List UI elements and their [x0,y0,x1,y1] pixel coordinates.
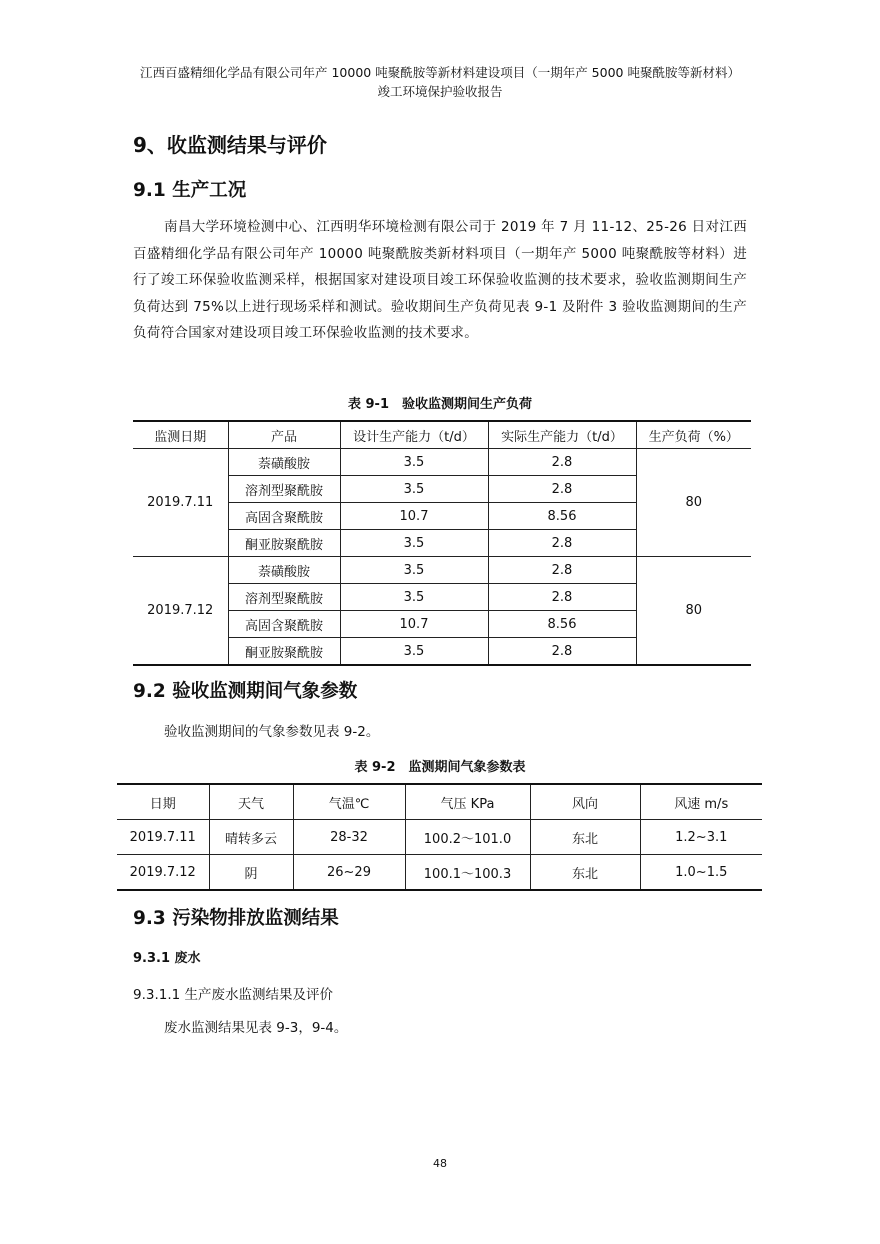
table-header-row [133,421,751,449]
date-cell: 2019.7.12 [133,557,228,666]
section-9-3-paragraph: 废水监测结果见表 9-3，9-4。 [164,1020,348,1036]
table-header-cell: 日期 [117,784,209,820]
table-cell: 东北 [530,855,640,891]
table-cell: 100.1～100.3 [405,855,530,891]
design-cell: 10.7 [340,611,488,638]
product-cell: 溶剂型聚酰胺 [228,584,340,611]
table-9-1 [133,420,751,666]
actual-cell: 2.8 [488,557,636,584]
section-9-1-paragraph: 南昌大学环境检测中心、江西明华环境检测有限公司于 2019 年 7 月 11-12、25-26 日对江西百盛精细化学品有限公司年产 10000 吨聚酰胺类新材料项目（一期年产 5000 吨聚酰胺等材料）进行了竣工环保验收监测采样，根据国家对建设项目竣工环保验收监测的技术要求，验收监测期间生产负荷达到 75%以上进行现场采样和测试。验收期间生产负荷见表 9-1 及附件 3 验收监测期间的生产负荷符合国家对建设项目竣工环保验收监测的技术要求。 [133,219,747,341]
table-header-cell: 天气 [209,784,293,820]
table-cell: 阴 [209,855,293,891]
table-header-cell: 风向 [530,784,640,820]
table-row [133,557,751,584]
date-cell: 2019.7.11 [133,449,228,557]
load-cell: 80 [636,557,751,666]
load-cell: 80 [636,449,751,557]
product-cell: 酮亚胺聚酰胺 [228,530,340,557]
table-row [117,820,762,855]
design-cell: 3.5 [340,584,488,611]
table-header-cell: 设计生产能力（t/d） [340,421,488,449]
page-header [0,63,880,101]
table-cell: 2019.7.12 [117,855,209,891]
table-cell: 晴转多云 [209,820,293,855]
table-9-1-caption: 表 9-1 验收监测期间生产负荷 [347,397,532,412]
table-9-2-caption: 表 9-2 监测期间气象参数表 [354,760,526,775]
section-9-1-title: 9.1 生产工况 [133,180,247,201]
table-header-cell: 气压 KPa [405,784,530,820]
design-cell: 3.5 [340,476,488,503]
section-9-3-title: 9.3 污染物排放监测结果 [133,908,339,929]
product-cell: 酮亚胺聚酰胺 [228,638,340,666]
table-cell: 100.2～101.0 [405,820,530,855]
table-cell: 东北 [530,820,640,855]
header-line-1: 江西百盛精细化学品有限公司年产 10000 吨聚酰胺等新材料建设项目（一期年产 5000 吨聚酰胺等新材料） [140,65,740,80]
page-number: 48 [433,1157,447,1170]
actual-cell: 2.8 [488,449,636,476]
product-cell: 溶剂型聚酰胺 [228,476,340,503]
table-cell: 1.2~3.1 [640,820,762,855]
product-cell: 高固含聚酰胺 [228,611,340,638]
actual-cell: 8.56 [488,611,636,638]
table-header-cell: 实际生产能力（t/d） [488,421,636,449]
table-row [117,855,762,891]
table-9-2 [117,783,762,891]
actual-cell: 2.8 [488,476,636,503]
table-cell: 26~29 [293,855,405,891]
table-header-cell: 气温℃ [293,784,405,820]
table-header-cell: 生产负荷（%） [636,421,751,449]
section-9-2-title: 9.2 验收监测期间气象参数 [133,681,358,702]
design-cell: 3.5 [340,530,488,557]
section-9-3-1-1-title: 9.3.1.1 生产废水监测结果及评价 [133,987,334,1003]
table-cell: 2019.7.11 [117,820,209,855]
design-cell: 10.7 [340,503,488,530]
design-cell: 3.5 [340,449,488,476]
product-cell: 高固含聚酰胺 [228,503,340,530]
table-header-cell: 风速 m/s [640,784,762,820]
actual-cell: 8.56 [488,503,636,530]
actual-cell: 2.8 [488,584,636,611]
table-header-cell: 产品 [228,421,340,449]
product-cell: 萘磺酸胺 [228,449,340,476]
actual-cell: 2.8 [488,530,636,557]
table-cell: 1.0~1.5 [640,855,762,891]
actual-cell: 2.8 [488,638,636,666]
design-cell: 3.5 [340,557,488,584]
header-line-2: 竣工环境保护验收报告 [377,84,503,99]
section-9-title: 9、收监测结果与评价 [133,133,327,157]
table-header-cell: 监测日期 [133,421,228,449]
section-9-2-paragraph: 验收监测期间的气象参数见表 9-2。 [164,724,380,740]
design-cell: 3.5 [340,638,488,666]
table-header-row [117,784,762,820]
table-row [133,449,751,476]
section-9-3-1-title: 9.3.1 废水 [133,951,201,966]
product-cell: 萘磺酸胺 [228,557,340,584]
table-cell: 28-32 [293,820,405,855]
